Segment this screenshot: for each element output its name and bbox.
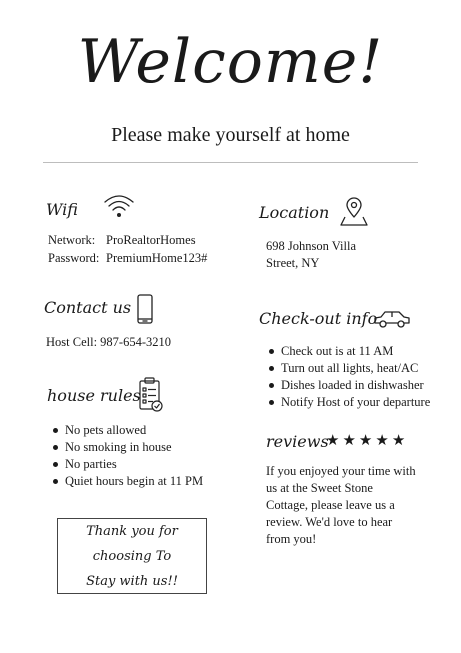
list-item: Notify Host of your departure bbox=[266, 394, 430, 411]
star-icon: ★ bbox=[375, 431, 389, 449]
reviews-text bbox=[266, 463, 416, 548]
checkout-heading: Check-out info bbox=[259, 309, 378, 328]
clipboard-check-icon bbox=[138, 377, 164, 413]
reviews-line: Cottage, please leave us a bbox=[266, 498, 395, 512]
list-item: No smoking in house bbox=[50, 439, 203, 456]
password-value: PremiumHome123# bbox=[106, 251, 208, 265]
wifi-icon bbox=[103, 192, 135, 220]
car-icon bbox=[373, 309, 411, 329]
welcome-title: Welcome! bbox=[77, 27, 384, 97]
star-icon: ★ bbox=[391, 431, 406, 449]
checkout-list bbox=[266, 343, 430, 411]
reviews-line: from you! bbox=[266, 532, 317, 546]
map-pin-icon bbox=[338, 197, 370, 227]
divider bbox=[43, 162, 418, 163]
list-item: No parties bbox=[50, 456, 203, 473]
thank-you-box bbox=[57, 518, 207, 594]
reviews-line: review. We'd love to hear bbox=[266, 515, 393, 529]
star-icon: ★ bbox=[342, 431, 356, 449]
thanks-line: Thank you for bbox=[86, 524, 178, 539]
subtitle: Please make yourself at home bbox=[111, 124, 350, 146]
list-item: Dishes loaded in dishwasher bbox=[266, 377, 430, 394]
address-line-2: Street, NY bbox=[266, 256, 320, 270]
list-item: No pets allowed bbox=[50, 422, 203, 439]
password-label: Password: bbox=[48, 251, 100, 265]
list-item: Check out is at 11 AM bbox=[266, 343, 430, 360]
star-rating bbox=[326, 432, 405, 448]
contact-heading: Contact us bbox=[44, 298, 132, 317]
list-item: Turn out all lights, heat/AC bbox=[266, 360, 430, 377]
reviews-line: If you enjoyed your time with bbox=[266, 464, 416, 478]
network-value: ProRealtorHomes bbox=[106, 233, 196, 247]
list-item: Quiet hours begin at 11 PM bbox=[50, 473, 203, 490]
wifi-details bbox=[48, 232, 207, 267]
location-heading: Location bbox=[259, 203, 330, 222]
thanks-line: Stay with us!! bbox=[86, 574, 178, 589]
reviews-heading: reviews bbox=[266, 432, 329, 451]
star-icon: ★ bbox=[326, 431, 340, 449]
house-rules-heading: house rules bbox=[47, 386, 141, 405]
location-address bbox=[266, 238, 356, 272]
wifi-heading: Wifi bbox=[46, 200, 78, 219]
star-icon: ★ bbox=[358, 431, 373, 449]
thanks-line: choosing To bbox=[92, 549, 172, 564]
house-rules-list bbox=[50, 422, 203, 490]
network-label: Network: bbox=[48, 233, 96, 247]
phone-icon bbox=[136, 294, 154, 324]
host-cell: Host Cell: 987-654-3210 bbox=[46, 335, 171, 349]
address-line-1: 698 Johnson Villa bbox=[266, 239, 356, 253]
reviews-line: us at the Sweet Stone bbox=[266, 481, 373, 495]
